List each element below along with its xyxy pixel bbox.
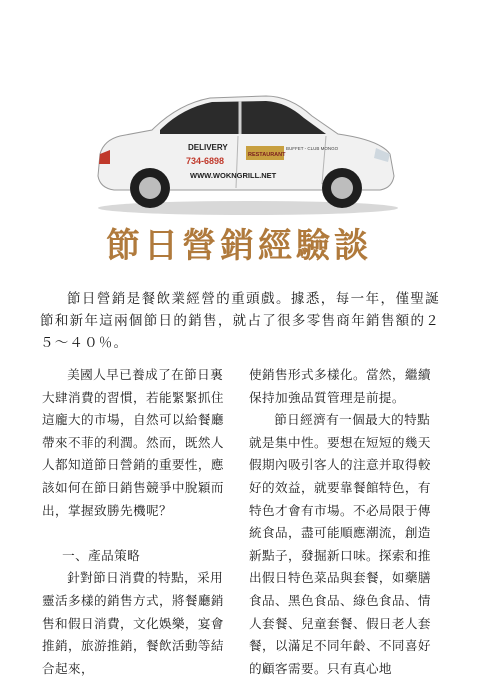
car-badge: RESTAURANT (248, 152, 286, 158)
lead-paragraph: 節日營銷是餐飲業經營的重頭戲。據悉，每一年，僅聖誕節和新年這兩個節日的銷售，就占了很多零售商年銷售額的２５～４０％。 (40, 291, 440, 351)
front-hubcap (331, 177, 353, 199)
section-heading: 一、產品策略 (62, 547, 141, 563)
rear-hubcap (139, 177, 161, 199)
right-paragraph-2: 節日經濟有一個最大的特點就是集中性。要想在短短的幾天假期內吸引客人的注意并取得較好的效益，就要靠餐館特色，有特色才會有市場。不必局限于傳統食品，盡可能順應潮流，創造新點子，發掘新口味。探索和推出假日特色菜品與套餐，如藥膳食品、黑色食品、綠色食品、情人套餐、兒童套餐、假日老人套餐，以滿足不同年齡、不同喜好的顧客需要。只有真心地 (249, 412, 431, 676)
car-phone: 734-6898 (186, 156, 225, 166)
left-column (42, 364, 226, 680)
right-paragraph-1: 使銷售形式多樣化。當然，繼續保持加強品質管理是前提。 (249, 367, 431, 405)
article-title: 節日營銷經驗談 (106, 226, 372, 266)
right-column (249, 364, 433, 680)
delivery-car-photo (90, 84, 400, 216)
left-paragraph-2: 針對節日消費的特點，采用靈活多樣的銷售方式，將餐廳銷售和假日消費，文化娛樂，宴會推銷，旅游推銷，餐飲活動等結合起來， (42, 570, 224, 676)
car-rear-text: BUFFET - CLUB MONGO (286, 146, 339, 151)
car-door-label: DELIVERY (188, 143, 228, 152)
car-website: WWW.WOKNGRILL.NET (190, 171, 277, 180)
left-paragraph-1: 美國人早已養成了在節日裏大肆消費的習慣，若能緊緊抓住這龐大的市場，自然可以給餐廳帶來不菲的利潤。然而，既然人人都知道節日營銷的重要性，應該如何在節日銷售競爭中脫穎而出，掌握致勝先機呢？ (42, 367, 224, 518)
paragraph-spacer (42, 522, 226, 545)
